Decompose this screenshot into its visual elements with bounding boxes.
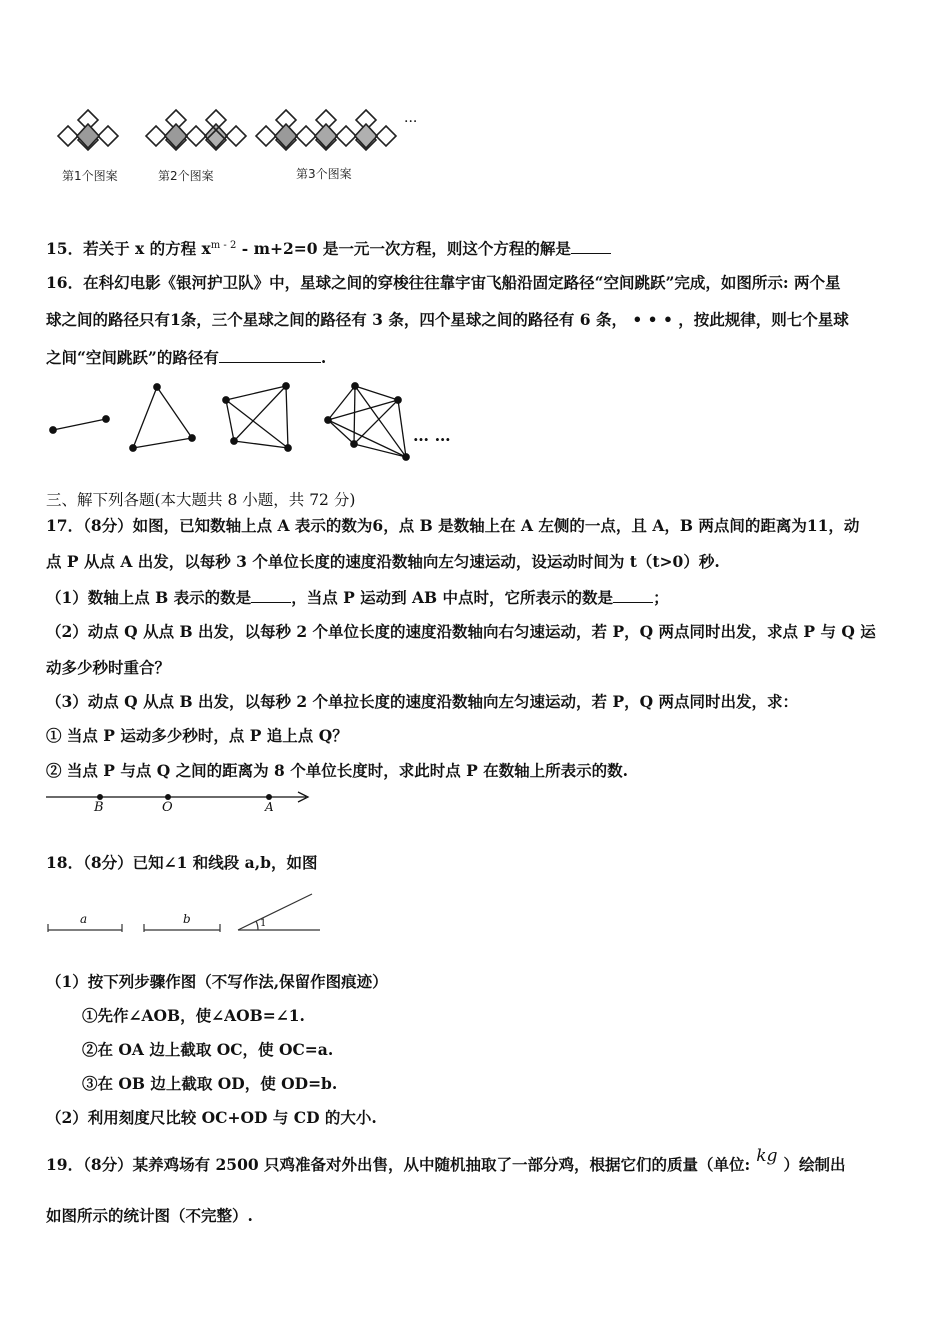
- question-18-step-1: （1）按下列步骤作图（不写作法,保留作图痕迹）: [46, 972, 388, 991]
- planet-graph-figure: [46, 378, 466, 468]
- question-16-line-3: 之间“空间跳跃”的路径有 .: [46, 348, 327, 367]
- segments-angle-figure: [46, 890, 336, 940]
- pattern-2-diamonds: [146, 110, 246, 150]
- answer-blank[interactable]: [571, 238, 611, 254]
- label-o: O: [162, 800, 173, 815]
- question-18-line-1: 18．（8分）已知∠1 和线段 a,b，如图: [46, 853, 318, 872]
- pattern-figure: [50, 98, 470, 178]
- label-a: A: [265, 800, 274, 814]
- pattern-1-center: [77, 124, 99, 148]
- question-17-part-3-2: ② 当点 P 与点 Q 之间的距离为 8 个单位长度时，求此时点 P 在数轴上所表示的数.: [46, 761, 629, 780]
- question-17-part-2-line-1: （2）动点 Q 从点 B 出发，以每秒 2 个单位长度的速度沿数轴向右匀速运动，若 P，Q 两点同时出发，求点 P 与 Q 运: [46, 622, 876, 641]
- pattern-ellipsis: ···: [404, 114, 418, 130]
- label-b: B: [94, 800, 104, 815]
- question-19-line-2: 如图所示的统计图（不完整）.: [46, 1206, 253, 1225]
- segment-b-label: b: [183, 912, 191, 926]
- question-19-line-1: 19．（8分）某养鸡场有 2500 只鸡准备对外出售，从中随机抽取了一部分鸡，根据它们的质量（单位: kg ）绘制出: [46, 1146, 846, 1174]
- question-16-line-2: 球之间的路径只有1条，三个星球之间的路径有 3 条，四个星球之间的路径有 6 条， • • • ，按此规律，则七个星球: [46, 310, 849, 329]
- question-16-line-1: 16．在科幻电影《银河护卫队》中，星球之间的穿梭往往靠宇宙飞船沿固定路径“空间跳跃”完成，如图所示: 两个星: [46, 273, 841, 292]
- question-17-part-3: （3）动点 Q 从点 B 出发，以每秒 2 个单拉长度的速度沿数轴向左匀速运动，若 P，Q 两点同时出发，求：: [46, 692, 799, 711]
- graph-ellipsis: … …: [413, 426, 451, 445]
- pattern-caption-3: 第3个图案: [296, 167, 352, 181]
- question-17-part-3-1: ① 当点 P 运动多少秒时，点 P 追上点 Q？: [46, 726, 348, 745]
- question-18-substep-1: ①先作∠AOB，使∠AOB=∠1.: [82, 1006, 305, 1025]
- unit-kg: kg: [756, 1146, 778, 1166]
- question-18-step-2: （2）利用刻度尺比较 OC+OD 与 CD 的大小.: [46, 1108, 377, 1127]
- pattern-caption-2: 第2个图案: [158, 169, 214, 183]
- segment-a-label: a: [80, 912, 88, 926]
- question-17-line-2: 点 P 从点 A 出发，以每秒 3 个单位长度的速度沿数轴向左匀速运动，设运动时间为 t（t>0）秒.: [46, 552, 720, 571]
- question-17-part-1: （1）数轴上点 B 表示的数是 ，当点 P 运动到 AB 中点时，它所表示的数是 ；: [46, 588, 669, 607]
- pattern-3-diamonds: [256, 110, 396, 150]
- question-18-substep-3: ③在 OB 边上截取 OD，使 OD=b.: [82, 1074, 338, 1093]
- q15-exponent: m - 2: [210, 240, 237, 251]
- section-3-title: 三、解下列各题(本大题共 8 小题，共 72 分): [46, 491, 356, 509]
- number-line: [44, 788, 324, 818]
- question-17-line-1: 17．（8分）如图，已知数轴上点 A 表示的数为6，点 B 是数轴上在 A 左侧的一点，且 A，B 两点间的距离为11，动: [46, 516, 860, 535]
- angle-1-label: 1: [260, 918, 267, 929]
- answer-blank[interactable]: [251, 587, 291, 603]
- question-18-substep-2: ②在 OA 边上截取 OC，使 OC=a.: [82, 1040, 334, 1059]
- answer-blank[interactable]: [219, 347, 321, 363]
- question-17-part-2-line-2: 动多少秒时重合？: [46, 658, 171, 677]
- pattern-caption-1: 第1个图案: [62, 169, 118, 183]
- question-15: 15．若关于 x 的方程 $x^{m - 2} - m+2=0$ 是一元一次方程，则这个方程的解是: [46, 236, 611, 259]
- answer-blank[interactable]: [613, 587, 653, 603]
